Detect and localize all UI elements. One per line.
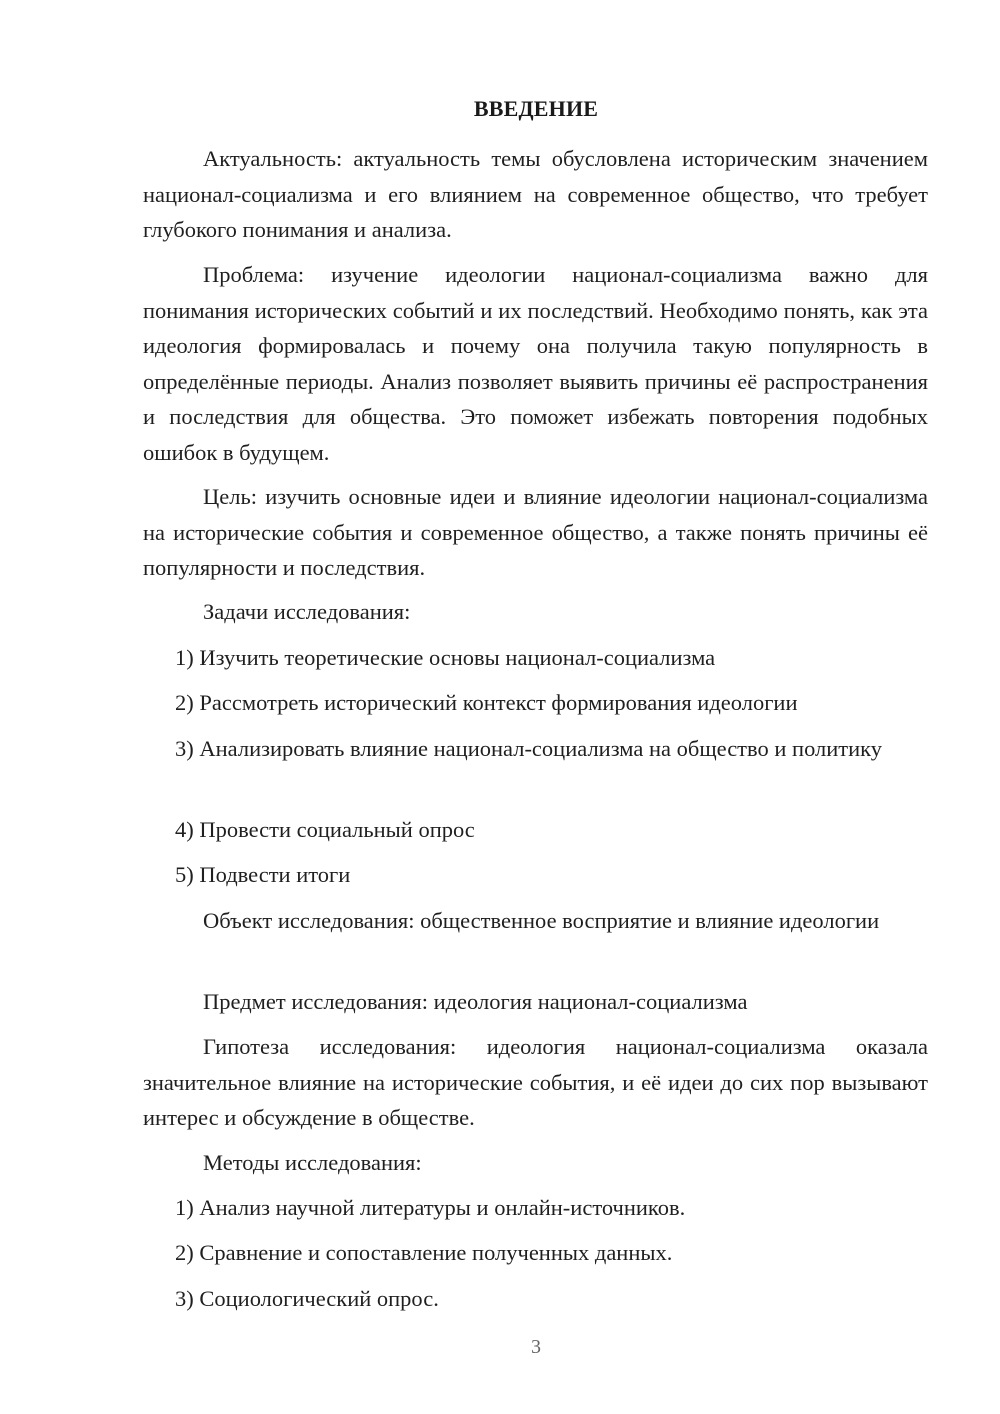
object-paragraph: Объект исследования: общественное восприятие и влияние идеологии <box>203 908 880 933</box>
tasks-heading: Задачи исследования: <box>203 599 411 624</box>
task-item: 5) Подвести итоги <box>175 862 351 887</box>
page-number: 3 <box>531 1336 541 1358</box>
methods-heading: Методы исследования: <box>203 1150 422 1175</box>
document-title: ВВЕДЕНИЕ <box>473 96 599 121</box>
method-item: 1) Анализ научной литературы и онлайн-источников. <box>175 1195 686 1220</box>
task-item: 2) Рассмотреть исторический контекст формирования идеологии <box>175 690 798 715</box>
task-item: 3) Анализировать влияние национал-социализма на общество и политику <box>175 736 883 761</box>
method-item: 3) Социологический опрос. <box>175 1286 439 1311</box>
method-item: 2) Сравнение и сопоставление полученных данных. <box>175 1240 673 1265</box>
task-item: 1) Изучить теоретические основы национал-социализма <box>175 645 716 670</box>
relevance-paragraph: Актуальность: актуальность темы обусловлена историческим значением национал-социализма и его влиянием на современное общество, что требует глубокого понимания и анализа. <box>143 146 928 242</box>
problem-paragraph: Проблема: изучение идеологии национал-социализма важно для понимания исторических событий и их последствий. Необходимо понять, как эта идеология формировалась и почему она получила такую популярность в определённые периоды. Анализ позволяет выявить причины её распространения и последствия для общества. Это поможет избежать повторения подобных ошибок в будущем. <box>143 262 928 465</box>
task-item: 4) Провести социальный опрос <box>175 817 475 842</box>
goal-paragraph: Цель: изучить основные идеи и влияние идеологии национал-социализма на исторические события и современное общество, а также понять причины её популярности и последствия. <box>143 484 928 580</box>
subject-paragraph: Предмет исследования: идеология национал-социализма <box>203 989 748 1014</box>
hypothesis-paragraph: Гипотеза исследования: идеология национал-социализма оказала значительное влияние на исторические события, и её идеи до сих пор вызывают интерес и обсуждение в обществе. <box>143 1034 928 1130</box>
